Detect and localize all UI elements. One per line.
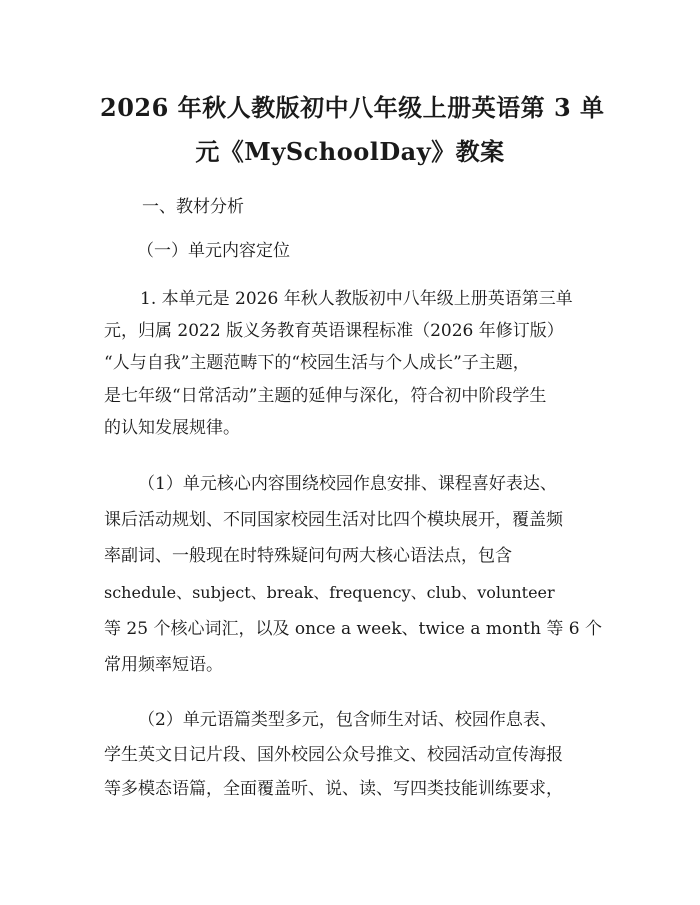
paragraph-1-line-4: 是七年级“日常活动”主题的延伸与深化，符合初中阶段学生	[104, 386, 547, 406]
subsection-heading: （一）单元内容定位	[137, 241, 290, 261]
paragraph-2-line-5: 等 25 个核心词汇，以及 once a week、twice a month 等 6 个	[104, 619, 602, 639]
paragraph-2-line-2: 课后活动规划、不同国家校园生活对比四个模块展开，覆盖频	[104, 510, 563, 530]
paragraph-2-line-1: （1）单元核心内容围绕校园作息安排、课程喜好表达、	[138, 474, 557, 494]
paragraph-3-line-1: （2）单元语篇类型多元，包含师生对话、校园作息表、	[138, 710, 557, 730]
paragraph-3-line-3: 等多模态语篇，全面覆盖听、说、读、写四类技能训练要求，	[104, 779, 563, 799]
paragraph-2-line-6: 常用频率短语。	[104, 655, 223, 675]
document-title-line-2: 元《MySchoolDay》教案	[195, 137, 505, 166]
paragraph-1-line-3: “人与自我”主题范畴下的“校园生活与个人成长”子主题，	[104, 353, 530, 373]
paragraph-1-line-5: 的认知发展规律。	[104, 418, 240, 438]
section-heading: 一、教材分析	[142, 197, 244, 217]
document-title-line-1: 2026 年秋人教版初中八年级上册英语第 3 单	[100, 93, 605, 122]
paragraph-2-line-3: 率副词、一般现在时特殊疑问句两大核心语法点，包含	[104, 546, 512, 566]
paragraph-1-line-2: 元，归属 2022 版义务教育英语课程标准（2026 年修订版）	[104, 321, 564, 341]
paragraph-2-line-4: schedule、subject、break、frequency、club、volunteer	[104, 583, 555, 602]
paragraph-3-line-2: 学生英文日记片段、国外校园公众号推文、校园活动宣传海报	[104, 745, 563, 765]
paragraph-1-line-1: 1. 本单元是 2026 年秋人教版初中八年级上册英语第三单	[140, 289, 573, 309]
